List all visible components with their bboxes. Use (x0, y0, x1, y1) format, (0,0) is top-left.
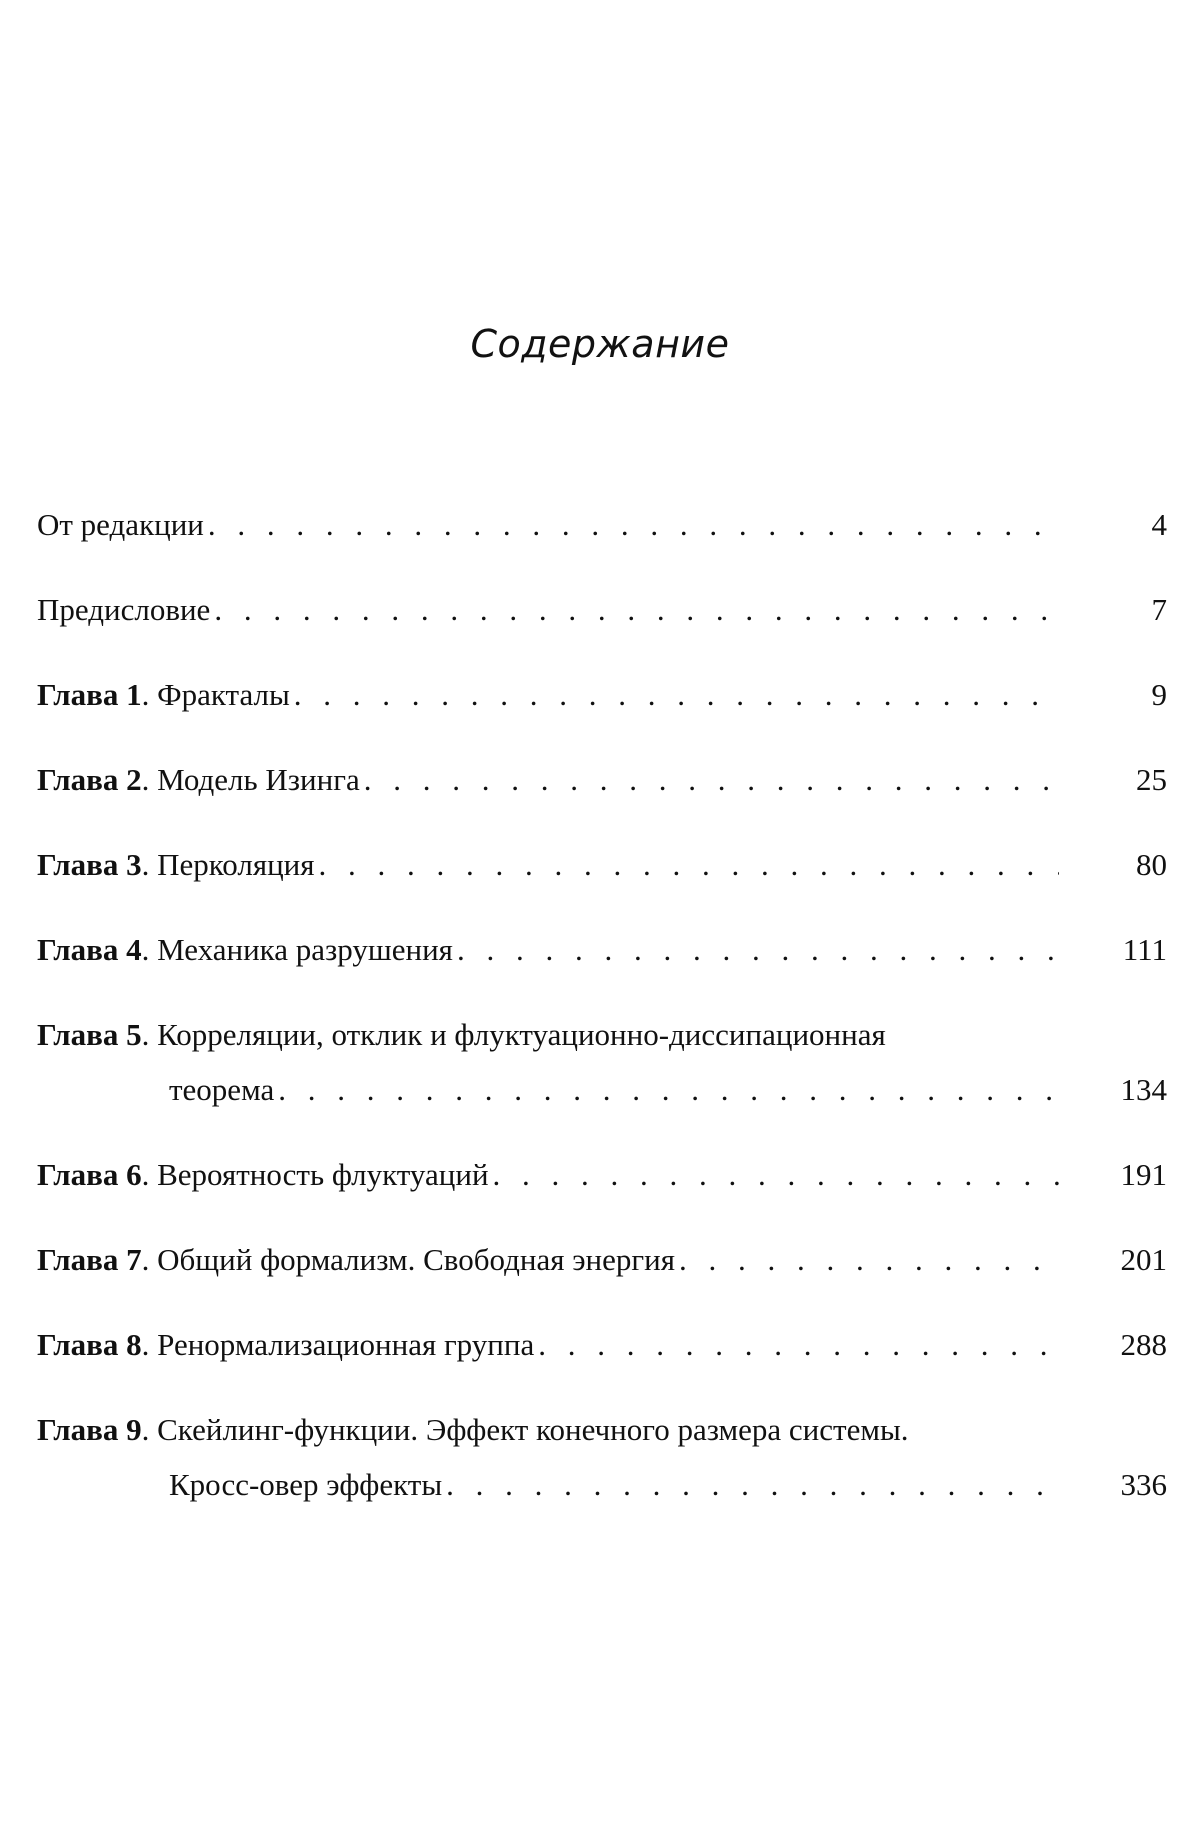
toc-entry-label: Предисловие (37, 592, 211, 627)
toc-entry-label: Глава 7. Общий формализм. Свободная энергия (37, 1242, 675, 1277)
toc-entry-foreword-editorial[interactable] (37, 505, 1167, 545)
toc-entry-chapter-5-continuation[interactable] (37, 1070, 1167, 1110)
dot-leader (457, 930, 1059, 970)
chapter-label: Глава 7 (37, 1242, 142, 1277)
chapter-label: Глава 6 (37, 1157, 142, 1192)
toc-entry-label: Глава 6. Вероятность флуктуаций (37, 1157, 489, 1192)
toc-page-number: 201 (1120, 1242, 1167, 1277)
dot-leader (493, 1155, 1059, 1195)
toc-page-number: 4 (1151, 507, 1167, 542)
toc-entry-continuation: теорема (169, 1072, 275, 1107)
toc-page-number: 25 (1136, 762, 1167, 797)
chapter-label: Глава 3 (37, 847, 142, 882)
toc-entry-chapter-7[interactable] (37, 1240, 1167, 1280)
toc-page-number: 9 (1151, 677, 1167, 712)
toc-entry-chapter-3[interactable] (37, 845, 1167, 885)
toc-entry-label: Глава 9. Скейлинг-функции. Эффект конечного размера системы. (37, 1412, 909, 1447)
toc-entry-label: Глава 8. Ренормализационная группа (37, 1327, 535, 1362)
toc-entry-continuation: Кросс-овер эффекты (169, 1467, 443, 1502)
toc-entry-chapter-9[interactable] (37, 1410, 1167, 1450)
toc-entry-label: От редакции (37, 507, 204, 542)
chapter-label: Глава 1 (37, 677, 142, 712)
toc-page-number: 134 (1120, 1072, 1167, 1107)
toc-entry-label: Глава 1. Фракталы (37, 677, 290, 712)
toc-entry-label: Глава 4. Механика разрушения (37, 932, 453, 967)
dot-leader (679, 1240, 1059, 1280)
toc-page-number: 191 (1120, 1157, 1167, 1192)
dot-leader (364, 760, 1059, 800)
toc-entry-chapter-5[interactable] (37, 1015, 1167, 1055)
toc-entry-chapter-2[interactable] (37, 760, 1167, 800)
dot-leader (294, 675, 1059, 715)
chapter-label: Глава 9 (37, 1412, 142, 1447)
toc-page-number: 7 (1151, 592, 1167, 627)
chapter-label: Глава 4 (37, 932, 142, 967)
chapter-label: Глава 8 (37, 1327, 142, 1362)
toc-entry-label: Глава 2. Модель Изинга (37, 762, 360, 797)
page-title: Содержание (470, 322, 730, 366)
dot-leader (446, 1465, 1059, 1505)
toc-entry-chapter-1[interactable] (37, 675, 1167, 715)
dot-leader (538, 1325, 1059, 1365)
toc-entry-label: Глава 3. Перколяция (37, 847, 315, 882)
chapter-label: Глава 5 (37, 1017, 142, 1052)
dot-leader (214, 590, 1059, 630)
chapter-label: Глава 2 (37, 762, 142, 797)
toc-entry-chapter-8[interactable] (37, 1325, 1167, 1365)
toc-page-number: 80 (1136, 847, 1167, 882)
toc-entry-chapter-9-continuation[interactable] (37, 1465, 1167, 1505)
toc-entry-chapter-4[interactable] (37, 930, 1167, 970)
toc-entry-preface[interactable] (37, 590, 1167, 630)
toc-page-number: 111 (1122, 932, 1167, 967)
toc-entry-label: Глава 5. Корреляции, отклик и флуктуационно-диссипационная (37, 1017, 886, 1052)
toc-page-number: 288 (1120, 1327, 1167, 1362)
dot-leader (208, 505, 1059, 545)
dot-leader (319, 845, 1059, 885)
toc-page-number: 336 (1120, 1467, 1167, 1502)
toc-entry-chapter-6[interactable] (37, 1155, 1167, 1195)
dot-leader (278, 1070, 1059, 1110)
